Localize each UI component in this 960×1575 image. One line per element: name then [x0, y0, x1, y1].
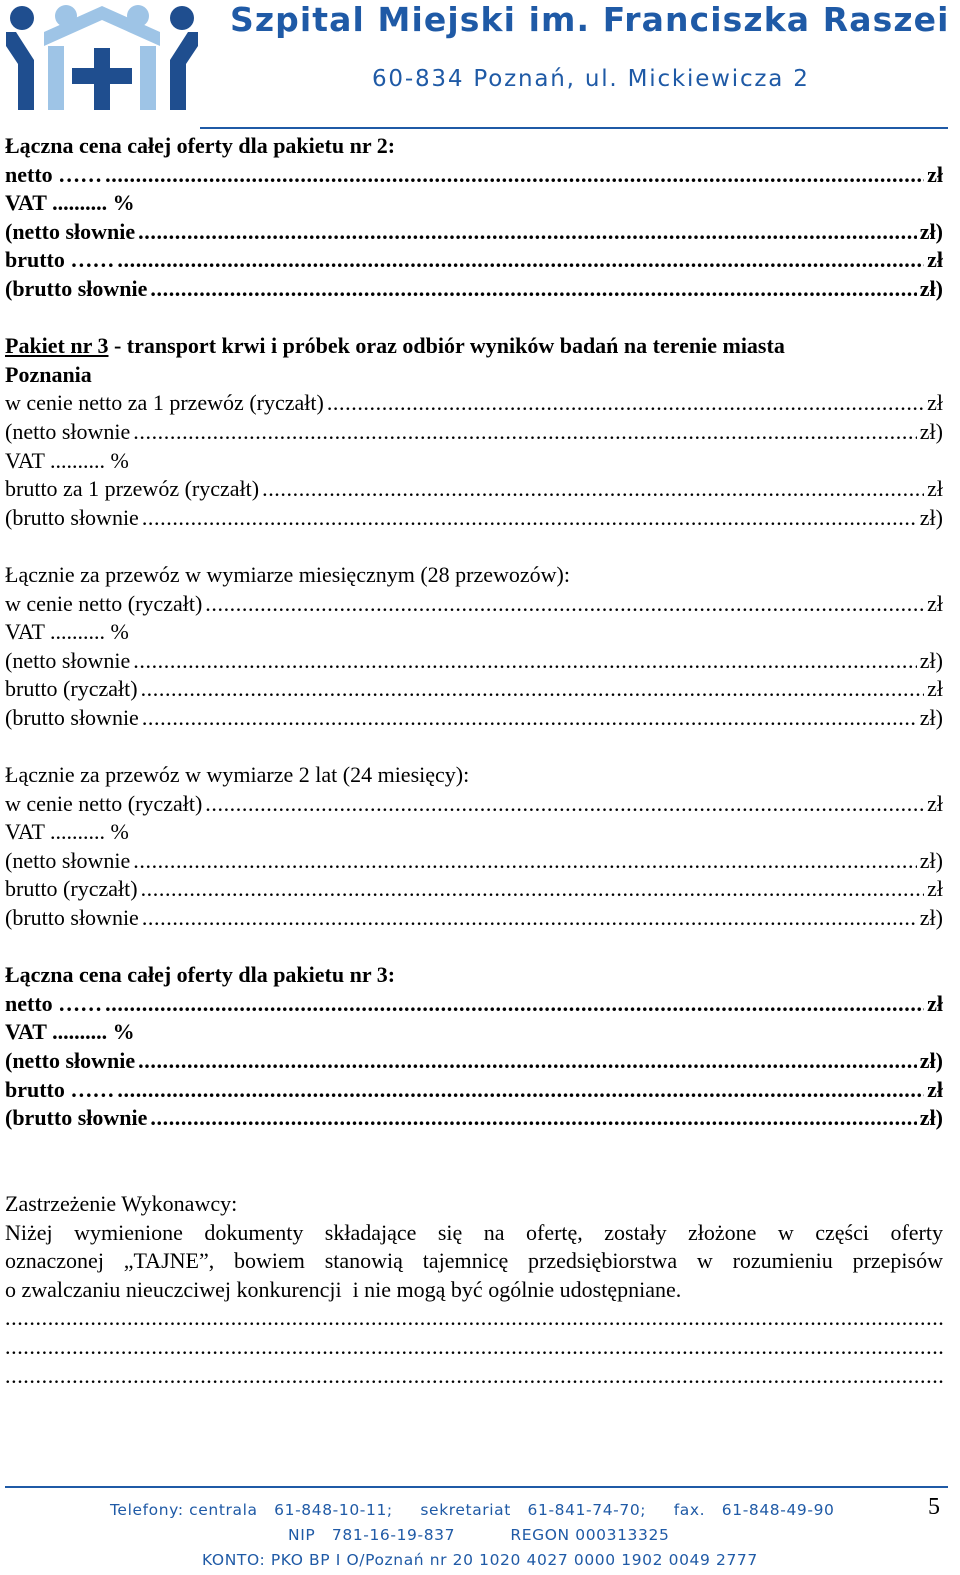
reservation-line-3: o zwalczaniu nieuczciwej konkurencji i nie mogą być ogólnie udostępniane.	[5, 1276, 682, 1302]
p3-2years-gross-row: brutto (ryczałt) ..... zł	[5, 875, 943, 904]
p3-2years-heading: Łącznie za przewóz w wymiarze 2 lat (24 miesięcy):	[5, 762, 470, 788]
p3-monthly-vat-row: VAT .......... %	[5, 619, 129, 645]
p3-single-net-words-row: (netto słownie ..... zł)	[5, 418, 943, 447]
p3-monthly-gross-row: brutto (ryczałt) ..... zł	[5, 675, 943, 704]
p3-2years-net-words-row: (netto słownie ..... zł)	[5, 847, 943, 876]
footer-phones: Telefony: centrala 61-848-10-11; sekretariat 61-841-74-70; fax. 61-848-49-90	[110, 1501, 835, 1519]
document-body	[5, 132, 943, 1390]
p3-monthly-gross-words-row: (brutto słownie ..... zł)	[5, 704, 943, 733]
p3-single-gross-words-row: (brutto słownie ..... zł)	[5, 504, 943, 533]
reservation-blank-line-1[interactable]	[5, 1304, 943, 1333]
reservation-text	[5, 1219, 943, 1305]
footer-divider	[5, 1486, 948, 1488]
reservation-blank-line-2[interactable]	[5, 1333, 943, 1362]
logo-pillar-left	[48, 46, 64, 110]
package2-netto-row: netto …… ..... zł	[5, 161, 943, 190]
package2-total-heading: Łączna cena całej oferty dla pakietu nr 2:	[5, 133, 396, 158]
footer-account: KONTO: PKO BP I O/Poznań nr 20 1020 4027 0000 1902 0049 2777	[202, 1551, 758, 1569]
reservation-blank-line-3[interactable]	[5, 1362, 943, 1391]
logo-head-left	[10, 6, 34, 30]
package3-brutto-row: brutto …… ..... zł	[5, 1076, 943, 1105]
package2-brutto-row: brutto …… ..... zł	[5, 246, 943, 275]
reservation-line-2: oznaczonej „TAJNE”, bowiem stanowią tajemnicę przedsiębiorstwa w rozumieniu przepisów	[5, 1248, 943, 1274]
p3-2years-vat-row: VAT .......... %	[5, 819, 129, 845]
p3-2years-net-row: w cenie netto (ryczałt) ..... zł	[5, 790, 943, 819]
logo-arm-left	[6, 32, 34, 110]
logo-head-right	[170, 6, 194, 30]
package3-vat-row: VAT .......... %	[5, 1019, 135, 1045]
logo-pillar-right	[140, 46, 156, 110]
p3-single-vat-row: VAT .......... %	[5, 447, 129, 473]
logo-arm-right	[170, 32, 198, 110]
hospital-name: Szpital Miejski im. Franciszka Raszei	[230, 0, 950, 39]
footer-ids: NIP 781-16-19-837 REGON 000313325	[288, 1526, 670, 1544]
package3-netto-row: netto …… ..... zł	[5, 990, 943, 1019]
package3-netto-words-row: (netto słownie ..... zł)	[5, 1047, 943, 1076]
package3-title-line2: Poznania	[5, 361, 92, 387]
page-number: 5	[928, 1494, 940, 1520]
hospital-logo	[4, 2, 200, 112]
p3-single-net-row: w cenie netto za 1 przewóz (ryczałt) ..... zł	[5, 389, 943, 418]
package2-vat-row: VAT .......... %	[5, 190, 135, 216]
package3-total-heading: Łączna cena całej oferty dla pakietu nr 3:	[5, 962, 396, 988]
p3-monthly-net-row: w cenie netto (ryczałt) ..... zł	[5, 590, 943, 619]
logo-cross-horizontal	[72, 68, 132, 84]
p3-2years-gross-words-row: (brutto słownie ..... zł)	[5, 904, 943, 933]
p3-monthly-net-words-row: (netto słownie ..... zł)	[5, 647, 943, 676]
header-divider	[200, 127, 948, 129]
p3-monthly-heading: Łącznie za przewóz w wymiarze miesięcznym (28 przewozów):	[5, 561, 570, 587]
package2-netto-words-row: (netto słownie ..... zł)	[5, 218, 943, 247]
package2-brutto-words-row: (brutto słownie ..... zł)	[5, 275, 943, 304]
reservation-line-1: Niżej wymienione dokumenty składające się na ofertę, zostały złożone w części oferty	[5, 1219, 943, 1245]
package3-brutto-words-row: (brutto słownie ..... zł)	[5, 1104, 943, 1133]
reservation-heading: Zastrzeżenie Wykonawcy:	[5, 1190, 238, 1216]
hospital-address: 60-834 Poznań, ul. Mickiewicza 2	[372, 66, 810, 92]
p3-single-gross-row: brutto za 1 przewóz (ryczałt) ..... zł	[5, 475, 943, 504]
package3-title: Pakiet nr 3 - transport krwi i próbek oraz odbiór wyników badań na terenie miasta	[5, 333, 785, 359]
